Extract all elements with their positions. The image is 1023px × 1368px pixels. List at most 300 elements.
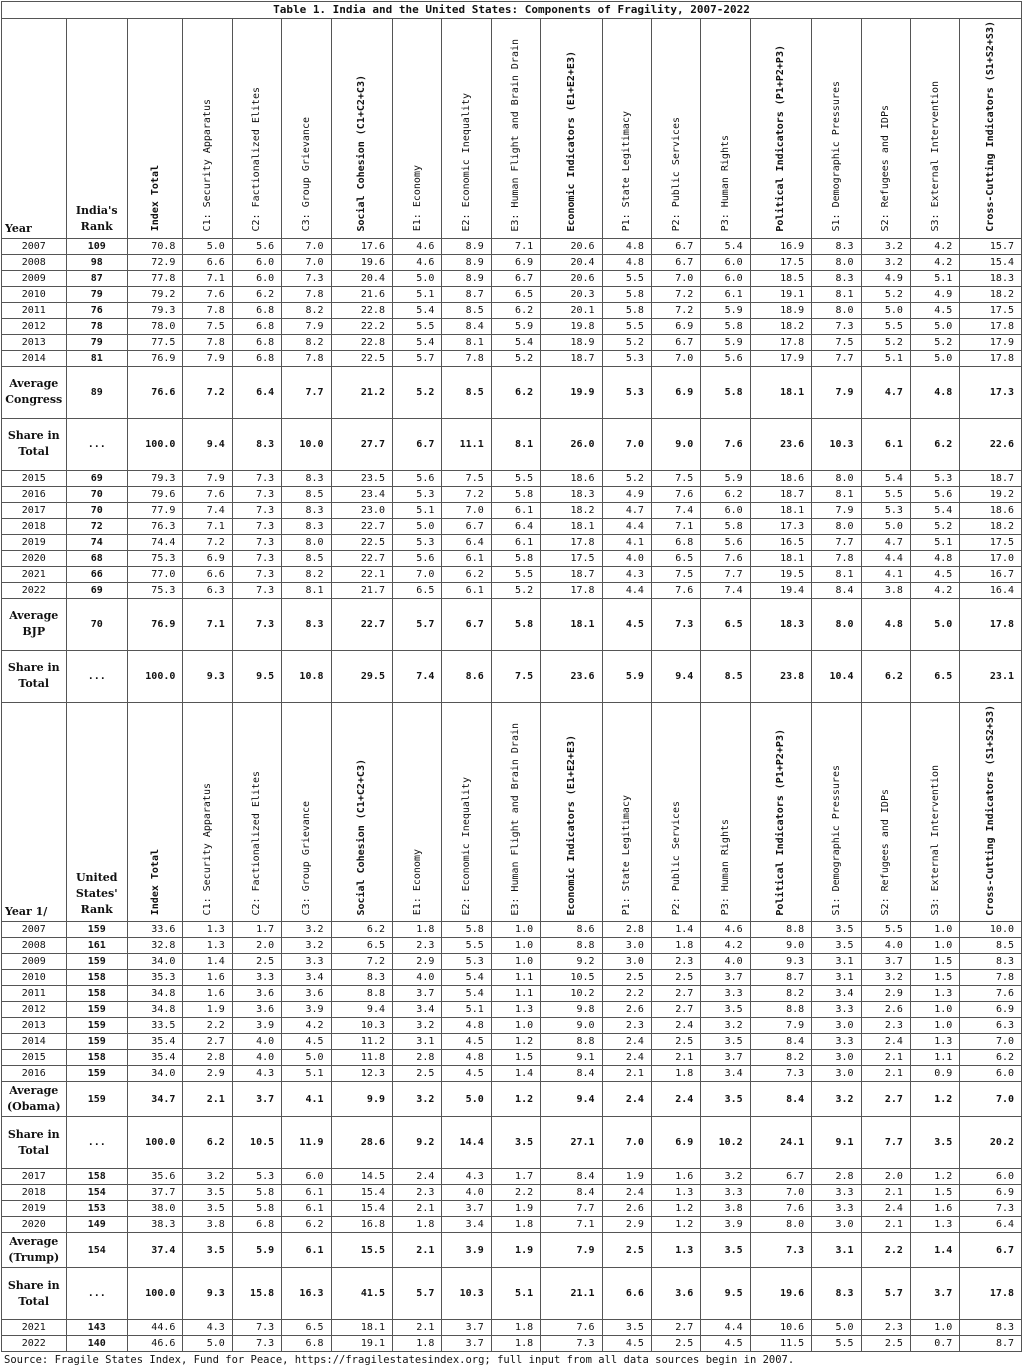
value-cell: 6.4 [491, 518, 540, 534]
value-cell: 4.1 [282, 1082, 331, 1117]
value-cell: 8.5 [960, 938, 1022, 954]
value-cell: 10.0 [282, 418, 331, 470]
year-cell: 2020 [2, 550, 67, 566]
average-row [2, 598, 1022, 650]
value-cell: 5.9 [701, 334, 750, 350]
value-cell: 2.1 [861, 1185, 910, 1201]
value-cell: 6.3 [183, 582, 232, 598]
value-cell: 7.0 [282, 238, 331, 254]
value-cell: 7.4 [183, 502, 232, 518]
year-cell: 2015 [2, 1050, 67, 1066]
value-cell: 2.3 [392, 938, 441, 954]
share-row [2, 1117, 1022, 1169]
header-cell [282, 19, 331, 239]
row-label: Average Congress [2, 366, 67, 418]
value-cell: 76.9 [127, 350, 182, 366]
rank-cell: 69 [66, 470, 127, 486]
rank-cell: 159 [66, 1002, 127, 1018]
value-cell: 14.4 [442, 1117, 491, 1169]
value-cell: 8.4 [442, 318, 491, 334]
value-cell: 7.6 [960, 986, 1022, 1002]
rank-cell: 79 [66, 334, 127, 350]
value-cell: 4.5 [442, 1066, 491, 1082]
value-cell: 23.5 [331, 470, 392, 486]
value-cell: 3.6 [232, 1002, 281, 1018]
value-cell: 22.1 [331, 566, 392, 582]
value-cell: 7.3 [232, 550, 281, 566]
value-cell: 10.4 [812, 650, 861, 702]
value-cell: 3.3 [812, 1185, 861, 1201]
column-header-label: E2: Economic Inequality [461, 776, 473, 916]
value-cell: 6.7 [651, 334, 700, 350]
value-cell: 5.9 [701, 302, 750, 318]
value-cell: 9.4 [651, 650, 700, 702]
value-cell: 8.3 [960, 954, 1022, 970]
value-cell: 6.5 [392, 582, 441, 598]
value-cell: 3.1 [812, 1233, 861, 1268]
column-header-label: Political Indicators (P1+P2+P3) [775, 45, 787, 232]
value-cell: 8.8 [750, 922, 811, 938]
value-cell: 6.8 [282, 1336, 331, 1352]
value-cell: 4.5 [602, 598, 651, 650]
value-cell: 17.5 [960, 302, 1022, 318]
value-cell: 20.6 [541, 238, 602, 254]
value-cell: 24.1 [750, 1117, 811, 1169]
rank-cell: 161 [66, 938, 127, 954]
value-cell: 6.8 [232, 302, 281, 318]
value-cell: 3.0 [812, 1217, 861, 1233]
value-cell: 6.2 [232, 286, 281, 302]
value-cell: 77.9 [127, 502, 182, 518]
value-cell: 8.4 [812, 582, 861, 598]
header-cell [541, 702, 602, 922]
year-cell: 2011 [2, 302, 67, 318]
value-cell: 3.3 [701, 986, 750, 1002]
value-cell: 17.6 [331, 238, 392, 254]
value-cell: 2.9 [861, 986, 910, 1002]
header-row [2, 702, 1022, 922]
value-cell: 22.8 [331, 334, 392, 350]
value-cell: 7.0 [442, 502, 491, 518]
value-cell: 18.6 [960, 502, 1022, 518]
value-cell: 17.0 [960, 550, 1022, 566]
header-year: Year 1/ [2, 702, 67, 922]
value-cell: 6.8 [232, 334, 281, 350]
value-cell: 2.3 [602, 1018, 651, 1034]
header-cell [392, 702, 441, 922]
value-cell: 37.4 [127, 1233, 182, 1268]
value-cell: 4.0 [701, 954, 750, 970]
value-cell: 7.7 [812, 534, 861, 550]
value-cell: 4.8 [910, 550, 959, 566]
value-cell: 5.8 [602, 286, 651, 302]
value-cell: 7.6 [183, 486, 232, 502]
value-cell: 3.7 [232, 1082, 281, 1117]
value-cell: 41.5 [331, 1268, 392, 1320]
value-cell: 5.5 [392, 318, 441, 334]
value-cell: 18.1 [750, 366, 811, 418]
value-cell: 8.3 [812, 270, 861, 286]
value-cell: 1.9 [183, 1002, 232, 1018]
header-cell [127, 702, 182, 922]
value-cell: 5.3 [602, 350, 651, 366]
value-cell: 20.4 [331, 270, 392, 286]
value-cell: 17.8 [541, 534, 602, 550]
value-cell: 1.5 [910, 1185, 959, 1201]
value-cell: 18.1 [541, 598, 602, 650]
value-cell: 7.8 [282, 350, 331, 366]
table-row [2, 582, 1022, 598]
value-cell: 3.5 [701, 1233, 750, 1268]
value-cell: 23.1 [960, 650, 1022, 702]
column-header-label: P3: Human Rights [720, 135, 732, 232]
header-cell [392, 19, 441, 239]
year-cell: 2017 [2, 502, 67, 518]
value-cell: 3.9 [701, 1217, 750, 1233]
value-cell: 6.5 [701, 598, 750, 650]
row-label: Average (Obama) [2, 1082, 67, 1117]
value-cell: 5.3 [602, 366, 651, 418]
table-row [2, 318, 1022, 334]
value-cell: 5.0 [392, 518, 441, 534]
value-cell: 5.1 [392, 286, 441, 302]
value-cell: 1.6 [651, 1169, 700, 1185]
rank-cell: 158 [66, 986, 127, 1002]
column-header-label: P3: Human Rights [720, 819, 732, 916]
value-cell: 16.9 [750, 238, 811, 254]
value-cell: 8.5 [282, 550, 331, 566]
value-cell: 6.1 [491, 534, 540, 550]
value-cell: 7.7 [701, 566, 750, 582]
value-cell: 22.2 [331, 318, 392, 334]
value-cell: 5.3 [392, 534, 441, 550]
header-cell [701, 19, 750, 239]
rank-cell: 153 [66, 1201, 127, 1217]
value-cell: 5.1 [910, 270, 959, 286]
header-cell [861, 702, 910, 922]
value-cell: 2.4 [602, 1185, 651, 1201]
value-cell: 21.1 [541, 1268, 602, 1320]
value-cell: 6.7 [960, 1233, 1022, 1268]
value-cell: 5.8 [701, 366, 750, 418]
value-cell: 2.7 [651, 986, 700, 1002]
value-cell: 11.2 [331, 1034, 392, 1050]
value-cell: 18.1 [541, 518, 602, 534]
value-cell: 4.3 [183, 1320, 232, 1336]
rank-cell: 154 [66, 1233, 127, 1268]
value-cell: 3.8 [183, 1217, 232, 1233]
value-cell: 8.4 [750, 1082, 811, 1117]
value-cell: 5.5 [442, 938, 491, 954]
table-row [2, 1320, 1022, 1336]
table-row [2, 550, 1022, 566]
value-cell: 5.6 [392, 470, 441, 486]
value-cell: 1.6 [183, 970, 232, 986]
value-cell: 5.4 [442, 986, 491, 1002]
value-cell: 1.0 [491, 1018, 540, 1034]
value-cell: 5.0 [910, 318, 959, 334]
value-cell: 9.5 [232, 650, 281, 702]
value-cell: 8.9 [442, 254, 491, 270]
value-cell: 10.0 [960, 922, 1022, 938]
rank-cell: ... [66, 418, 127, 470]
value-cell: 19.1 [331, 1336, 392, 1352]
value-cell: 5.5 [602, 270, 651, 286]
value-cell: 1.1 [910, 1050, 959, 1066]
column-header-label: P2: Public Services [670, 801, 682, 916]
value-cell: 7.6 [541, 1320, 602, 1336]
value-cell: 5.2 [602, 334, 651, 350]
value-cell: 6.9 [651, 318, 700, 334]
value-cell: 15.4 [960, 254, 1022, 270]
value-cell: 10.5 [232, 1117, 281, 1169]
value-cell: 8.1 [442, 334, 491, 350]
value-cell: 7.0 [602, 1117, 651, 1169]
header-rank: United States' Rank [66, 702, 127, 922]
value-cell: 6.9 [960, 1002, 1022, 1018]
value-cell: 16.3 [282, 1268, 331, 1320]
value-cell: 2.8 [602, 922, 651, 938]
value-cell: 0.7 [910, 1336, 959, 1352]
value-cell: 5.4 [861, 470, 910, 486]
value-cell: 2.1 [861, 1050, 910, 1066]
value-cell: 2.2 [183, 1018, 232, 1034]
value-cell: 2.0 [861, 1169, 910, 1185]
value-cell: 4.3 [602, 566, 651, 582]
value-cell: 10.3 [812, 418, 861, 470]
value-cell: 5.7 [392, 598, 441, 650]
value-cell: 1.8 [491, 1217, 540, 1233]
value-cell: 10.2 [701, 1117, 750, 1169]
value-cell: 5.0 [861, 302, 910, 318]
rank-cell: 98 [66, 254, 127, 270]
value-cell: 9.2 [541, 954, 602, 970]
value-cell: 3.2 [282, 922, 331, 938]
value-cell: 7.5 [651, 470, 700, 486]
table-row [2, 302, 1022, 318]
value-cell: 8.2 [750, 1050, 811, 1066]
value-cell: 3.6 [651, 1268, 700, 1320]
rank-cell: 158 [66, 970, 127, 986]
header-cell [602, 702, 651, 922]
value-cell: 7.1 [541, 1217, 602, 1233]
value-cell: 0.9 [910, 1066, 959, 1082]
value-cell: 76.6 [127, 366, 182, 418]
rank-cell: 159 [66, 1018, 127, 1034]
value-cell: 19.8 [541, 318, 602, 334]
value-cell: 2.3 [651, 954, 700, 970]
value-cell: 7.0 [282, 254, 331, 270]
value-cell: 7.9 [282, 318, 331, 334]
value-cell: 3.9 [282, 1002, 331, 1018]
value-cell: 6.5 [910, 650, 959, 702]
value-cell: 8.5 [282, 486, 331, 502]
value-cell: 17.9 [960, 334, 1022, 350]
value-cell: 1.2 [491, 1082, 540, 1117]
value-cell: 8.3 [282, 518, 331, 534]
value-cell: 20.3 [541, 286, 602, 302]
value-cell: 2.5 [602, 1233, 651, 1268]
value-cell: 17.8 [960, 1268, 1022, 1320]
value-cell: 2.1 [861, 1066, 910, 1082]
value-cell: 15.8 [232, 1268, 281, 1320]
value-cell: 3.5 [183, 1185, 232, 1201]
value-cell: 7.4 [651, 502, 700, 518]
value-cell: 3.0 [812, 1018, 861, 1034]
value-cell: 16.8 [331, 1217, 392, 1233]
header-cell [491, 19, 540, 239]
year-cell: 2016 [2, 486, 67, 502]
header-cell [812, 19, 861, 239]
value-cell: 2.4 [651, 1018, 700, 1034]
value-cell: 7.6 [651, 486, 700, 502]
table-row [2, 1002, 1022, 1018]
column-header-label: S1: Demographic Pressures [830, 764, 842, 916]
value-cell: 4.4 [701, 1320, 750, 1336]
year-cell: 2007 [2, 238, 67, 254]
value-cell: 1.4 [910, 1233, 959, 1268]
value-cell: 6.8 [232, 318, 281, 334]
value-cell: 2.1 [602, 1066, 651, 1082]
value-cell: 9.0 [651, 418, 700, 470]
value-cell: 5.3 [910, 470, 959, 486]
value-cell: 4.6 [392, 238, 441, 254]
value-cell: 8.1 [812, 566, 861, 582]
value-cell: 5.0 [183, 238, 232, 254]
value-cell: 5.5 [491, 470, 540, 486]
value-cell: 8.1 [812, 486, 861, 502]
value-cell: 6.6 [602, 1268, 651, 1320]
value-cell: 7.0 [602, 418, 651, 470]
value-cell: 4.3 [232, 1066, 281, 1082]
table-row [2, 350, 1022, 366]
value-cell: 2.6 [602, 1002, 651, 1018]
value-cell: 1.1 [491, 970, 540, 986]
value-cell: 10.8 [282, 650, 331, 702]
value-cell: 22.7 [331, 518, 392, 534]
value-cell: 26.0 [541, 418, 602, 470]
column-header-label: S3: External Intervention [929, 764, 941, 916]
value-cell: 4.0 [232, 1034, 281, 1050]
value-cell: 7.1 [491, 238, 540, 254]
value-cell: 7.3 [750, 1233, 811, 1268]
value-cell: 4.8 [861, 598, 910, 650]
table-row [2, 922, 1022, 938]
value-cell: 79.6 [127, 486, 182, 502]
table-row [2, 1185, 1022, 1201]
value-cell: 2.9 [602, 1217, 651, 1233]
value-cell: 8.8 [331, 986, 392, 1002]
year-cell: 2007 [2, 922, 67, 938]
value-cell: 1.3 [910, 1217, 959, 1233]
value-cell: 7.3 [232, 502, 281, 518]
value-cell: 20.1 [541, 302, 602, 318]
table-row [2, 938, 1022, 954]
value-cell: 7.8 [183, 302, 232, 318]
value-cell: 6.1 [282, 1201, 331, 1217]
value-cell: 3.3 [701, 1185, 750, 1201]
value-cell: 4.4 [602, 582, 651, 598]
value-cell: 1.1 [491, 986, 540, 1002]
value-cell: 3.3 [812, 1002, 861, 1018]
value-cell: 1.0 [491, 938, 540, 954]
value-cell: 46.6 [127, 1336, 182, 1352]
value-cell: 75.3 [127, 550, 182, 566]
rank-cell: 70 [66, 486, 127, 502]
value-cell: 18.3 [960, 270, 1022, 286]
value-cell: 5.9 [701, 470, 750, 486]
value-cell: 6.2 [491, 302, 540, 318]
table-row [2, 1217, 1022, 1233]
table-row [2, 1201, 1022, 1217]
value-cell: 3.3 [812, 1201, 861, 1217]
value-cell: 8.0 [812, 598, 861, 650]
value-cell: 8.3 [282, 470, 331, 486]
value-cell: 28.6 [331, 1117, 392, 1169]
value-cell: 2.8 [392, 1050, 441, 1066]
value-cell: 2.5 [651, 970, 700, 986]
value-cell: 7.2 [183, 366, 232, 418]
rank-cell: ... [66, 1268, 127, 1320]
column-header-label: P1: State Legitimacy [621, 111, 633, 232]
value-cell: 4.2 [910, 582, 959, 598]
value-cell: 5.8 [232, 1201, 281, 1217]
average-row [2, 1233, 1022, 1268]
value-cell: 72.9 [127, 254, 182, 270]
value-cell: 5.7 [861, 1268, 910, 1320]
value-cell: 23.0 [331, 502, 392, 518]
header-cell [491, 702, 540, 922]
table-row [2, 286, 1022, 302]
value-cell: 4.5 [701, 1336, 750, 1352]
value-cell: 79.2 [127, 286, 182, 302]
value-cell: 7.2 [183, 534, 232, 550]
value-cell: 3.2 [701, 1018, 750, 1034]
year-cell: 2014 [2, 350, 67, 366]
value-cell: 7.3 [232, 486, 281, 502]
value-cell: 3.2 [861, 254, 910, 270]
value-cell: 5.7 [392, 1268, 441, 1320]
value-cell: 1.0 [491, 922, 540, 938]
value-cell: 5.0 [910, 350, 959, 366]
value-cell: 5.1 [392, 502, 441, 518]
value-cell: 7.9 [183, 470, 232, 486]
value-cell: 15.5 [331, 1233, 392, 1268]
value-cell: 7.1 [183, 270, 232, 286]
value-cell: 7.9 [541, 1233, 602, 1268]
year-cell: 2008 [2, 938, 67, 954]
value-cell: 3.1 [812, 970, 861, 986]
value-cell: 7.0 [960, 1034, 1022, 1050]
header-cell [910, 19, 959, 239]
value-cell: 7.9 [812, 502, 861, 518]
value-cell: 2.4 [861, 1201, 910, 1217]
value-cell: 1.8 [491, 1320, 540, 1336]
value-cell: 5.9 [232, 1233, 281, 1268]
value-cell: 6.9 [960, 1185, 1022, 1201]
value-cell: 76.9 [127, 598, 182, 650]
value-cell: 8.3 [331, 970, 392, 986]
value-cell: 6.0 [960, 1169, 1022, 1185]
rank-cell: 74 [66, 534, 127, 550]
rank-cell: 66 [66, 566, 127, 582]
value-cell: 3.5 [183, 1201, 232, 1217]
value-cell: 3.5 [491, 1117, 540, 1169]
table-row [2, 334, 1022, 350]
value-cell: 100.0 [127, 1268, 182, 1320]
value-cell: 4.0 [232, 1050, 281, 1066]
value-cell: 16.7 [960, 566, 1022, 582]
